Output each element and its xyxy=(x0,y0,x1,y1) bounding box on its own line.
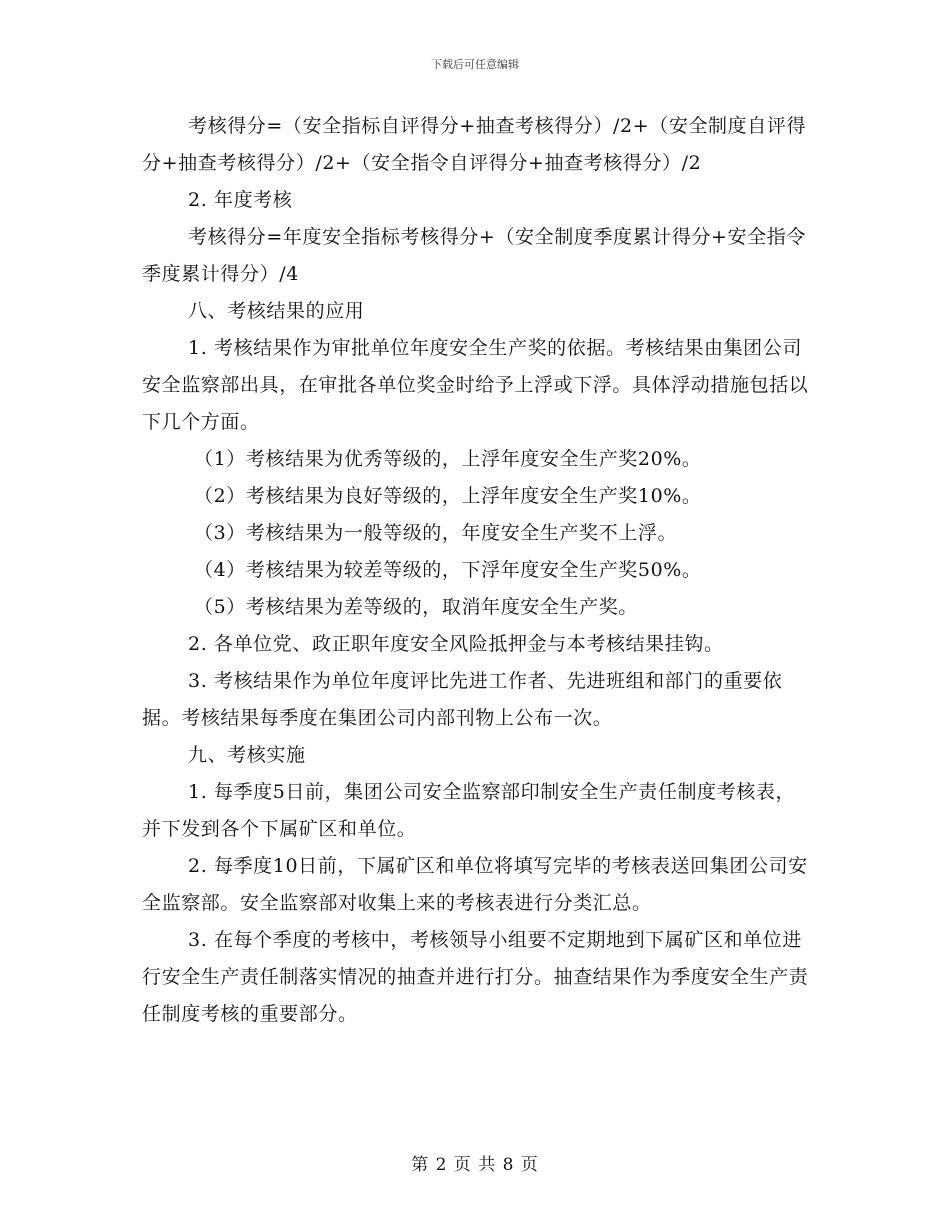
section-heading-9: 九、考核实施 xyxy=(188,744,306,766)
page-number: 第 2 页 共 8 页 xyxy=(411,1155,539,1175)
heading-annual-assessment: 2. 年度考核 xyxy=(188,189,293,211)
paragraph-implementation-2: 2. 每季度10日前，下属矿区和单位将填写完毕的考核表送回集团公司安全监察部。安全监察部对收集上来的考核表进行分类汇总。 xyxy=(142,855,808,914)
list-item-average: （3）考核结果为一般等级的，年度安全生产奖不上浮。 xyxy=(194,522,678,544)
paragraph-quarterly-formula: 考核得分=（安全指标自评得分+抽查考核得分）/2+（安全制度自评得分+抽查考核得分）/2+（安全指令自评得分+抽查考核得分）/2 xyxy=(142,115,807,174)
list-item-excellent: （1）考核结果为优秀等级的，上浮年度安全生产奖20%。 xyxy=(194,448,702,470)
paragraph-result-application-1: 1. 考核结果作为审批单位年度安全生产奖的依据。考核结果由集团公司安全监察部出具，在审批各单位奖金时给予上浮或下浮。具体浮动措施包括以下几个方面。 xyxy=(142,337,809,433)
header-note: 下载后可任意编辑 xyxy=(431,58,519,71)
document-body xyxy=(142,108,810,1033)
list-item-poor: （4）考核结果为较差等级的，下浮年度安全生产奖50%。 xyxy=(194,559,702,581)
paragraph-result-application-2: 2. 各单位党、政正职年度安全风险抵押金与本考核结果挂钩。 xyxy=(188,633,724,655)
paragraph-implementation-1: 1. 每季度5日前，集团公司安全监察部印制安全生产责任制度考核表，并下发到各个下属矿区和单位。 xyxy=(142,781,796,840)
list-item-good: （2）考核结果为良好等级的，上浮年度安全生产奖10%。 xyxy=(194,485,702,507)
paragraph-result-application-3: 3. 考核结果作为单位年度评比先进工作者、先进班组和部门的重要依据。考核结果每季度在集团公司内部刊物上公布一次。 xyxy=(142,670,783,729)
list-item-bad: （5）考核结果为差等级的，取消年度安全生产奖。 xyxy=(194,596,638,618)
paragraph-annual-formula: 考核得分=年度安全指标考核得分+（安全制度季度累计得分+安全指令季度累计得分）/4 xyxy=(142,226,806,285)
paragraph-implementation-3: 3. 在每个季度的考核中，考核领导小组要不定期地到下属矿区和单位进行安全生产责任制落实情况的抽查并进行打分。抽查结果作为季度安全生产责任制度考核的重要部分。 xyxy=(142,929,809,1025)
section-heading-8: 八、考核结果的应用 xyxy=(188,300,365,322)
